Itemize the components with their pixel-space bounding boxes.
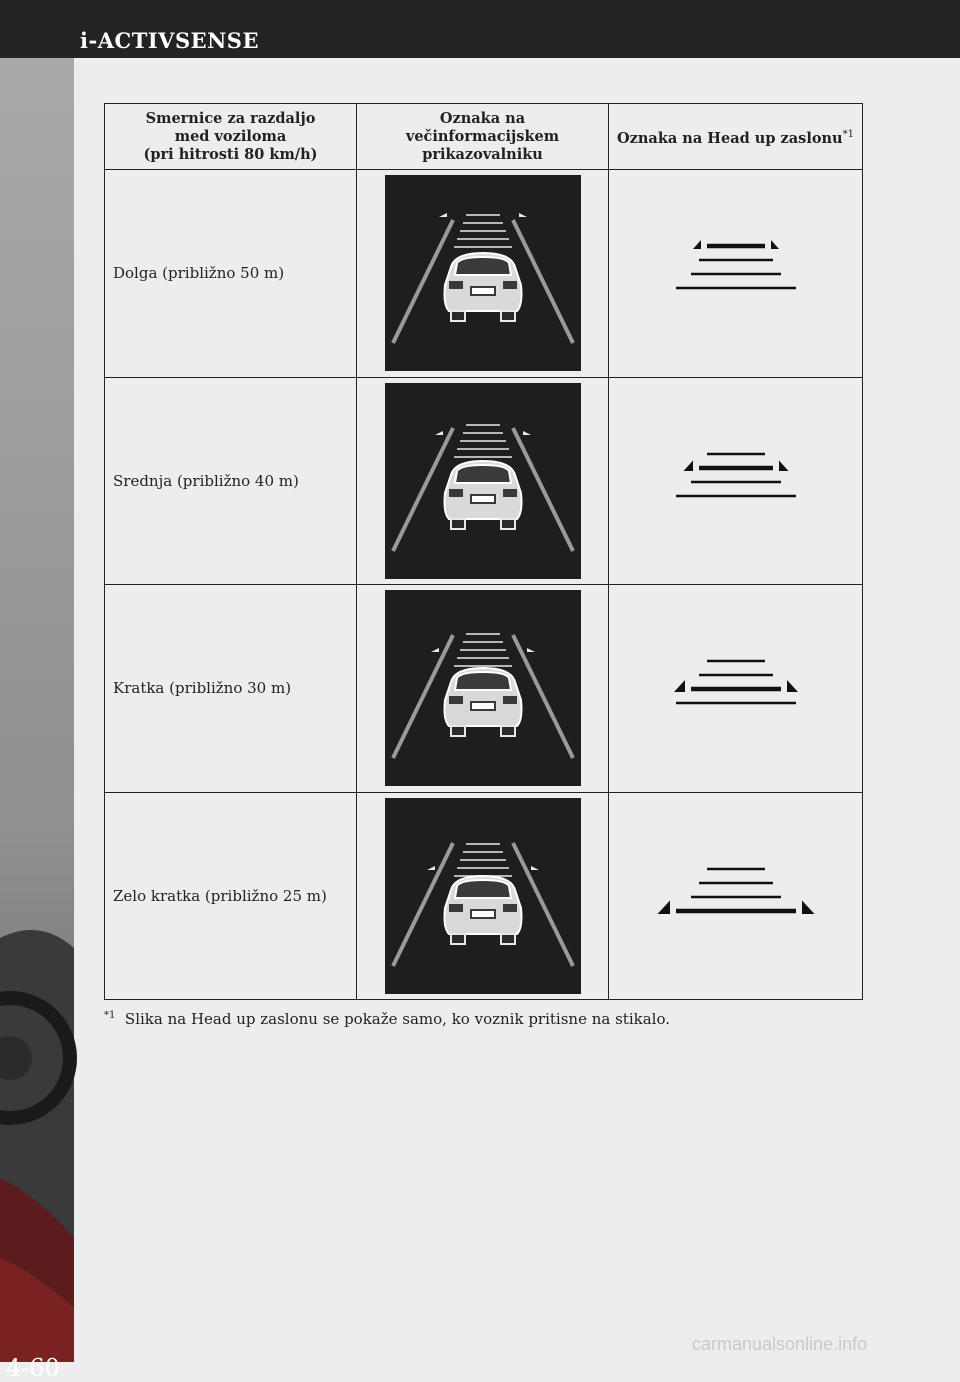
hud-distance-indicator [636, 851, 836, 941]
car-icon [444, 253, 521, 321]
car-icon [444, 461, 521, 529]
left-lane-line [393, 220, 453, 343]
section-title: i-ACTIVSENSE [80, 28, 259, 53]
watermark: carmanualsonline.info [692, 1334, 868, 1354]
table-row [105, 792, 863, 1000]
distance-label: Zelo kratka (približno 25 m) [105, 792, 357, 1000]
lane-illustration [385, 590, 581, 786]
table-row [105, 377, 863, 585]
column-header-multi-info-display: Oznaka na večinformacijskem prikazovalniku [357, 104, 609, 170]
car-interior-image [0, 58, 74, 1362]
lane-illustration [385, 798, 581, 994]
lane-illustration [385, 175, 581, 371]
distance-table [104, 103, 863, 1000]
hud-right-arrow-icon [771, 240, 779, 249]
right-arrow-icon [527, 648, 535, 652]
right-lane-line [513, 220, 573, 343]
left-lane-line [393, 428, 453, 551]
head-up-display-cell [609, 170, 863, 378]
right-arrow-icon [519, 213, 527, 217]
hud-right-arrow-icon [787, 680, 798, 692]
footnote: $^{*1}$ Slika na Head up zaslonu se pokaže samo, ko voznik pritisne na stikalo. [104, 1010, 670, 1028]
sidebar-photo [0, 58, 74, 1382]
column-header-head-up-display: Oznaka na Head up zaslonu$^{*1}$ [609, 104, 863, 170]
hud-left-arrow-icon [674, 680, 685, 692]
distance-label: Dolga (približno 50 m) [105, 170, 357, 378]
left-arrow-icon [439, 213, 447, 217]
table-header-row [105, 104, 863, 170]
hud-distance-indicator [636, 643, 836, 733]
right-arrow-icon [531, 866, 539, 870]
table-row [105, 585, 863, 793]
hud-right-arrow-icon [779, 460, 789, 471]
head-up-display-cell [609, 585, 863, 793]
head-up-display-cell [609, 377, 863, 585]
right-lane-line [513, 843, 573, 966]
multi-info-display-image [385, 383, 581, 579]
header-bar [0, 0, 960, 58]
head-up-display-cell [609, 792, 863, 1000]
car-icon [444, 876, 521, 944]
multi-info-display-image [385, 798, 581, 994]
car-icon [444, 668, 521, 736]
distance-label: Srednja (približno 40 m) [105, 377, 357, 585]
left-arrow-icon [435, 431, 443, 435]
left-lane-line [393, 843, 453, 966]
hud-distance-indicator [636, 228, 836, 318]
left-arrow-icon [431, 648, 439, 652]
left-lane-line [393, 635, 453, 758]
lane-illustration [385, 383, 581, 579]
distance-label: Kratka (približno 30 m) [105, 585, 357, 793]
right-lane-line [513, 428, 573, 551]
left-arrow-icon [427, 866, 435, 870]
right-lane-line [513, 635, 573, 758]
column-header-distance: Smernice za razdaljo med voziloma (pri hitrosti 80 km/h) [105, 104, 357, 170]
hud-distance-indicator [636, 436, 836, 526]
hud-left-arrow-icon [657, 900, 670, 914]
multi-info-display-image [385, 590, 581, 786]
table-row [105, 170, 863, 378]
right-arrow-icon [523, 431, 531, 435]
hud-right-arrow-icon [802, 900, 815, 914]
multi-info-display-image [385, 175, 581, 371]
hud-left-arrow-icon [693, 240, 701, 249]
page-number: 4-60 [6, 1354, 60, 1382]
hud-left-arrow-icon [683, 460, 693, 471]
